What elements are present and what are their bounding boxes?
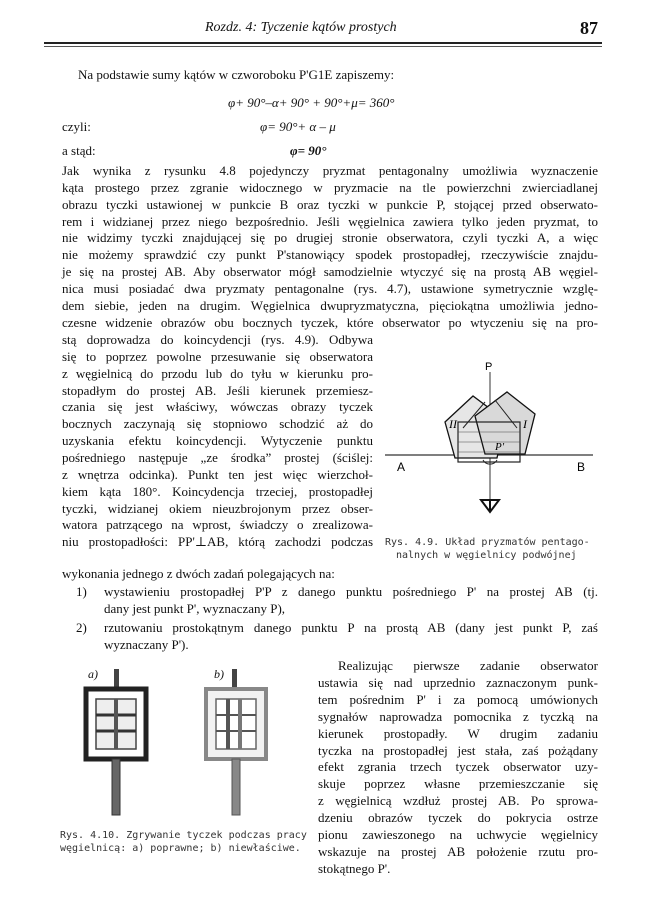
paragraph-main-line-9: dem siebie, jeden na drugim. Węgielnica dwupryzmatyczna, pięciokątna umożliwia jedno- [62,297,598,313]
paragraph-main-line-7: je się na prostej AB. Aby obserwator mógł samodzielnie wtyczyć się na prostą AB węgiel- [62,264,598,280]
paragraph-narrow-line-3: z węgielnicą do przodu lub do tyłu w kierunku pro- [62,365,373,381]
paragraph-narrow-line-1: stą doprowadza do koincydencji (rys. 4.9). Odbywa [62,332,373,347]
list-item-1-line1: wystawieniu prostopadłej P'P z danego punktu pośredniego P' na prostej AB (tj. [104,584,598,599]
paragraph-main-line-3: obrazu tyczki ustawionej w punkcie B oraz tyczki w punkcie P, stojącej przed obserwato- [62,196,598,212]
paragraph-main-line-2: kąta prostego przez zgranie widocznego w pryzmacie na tle powierzchni zwierciadlanej [62,179,598,195]
paragraph-last-line: wykonania jednego z dwóch zadań polegających na: [62,566,335,581]
right-column-line-8: skuje poprzez własne przemieszczanie się [318,776,598,792]
equation-3: φ= 90° [290,143,327,158]
figure-4-9 [385,350,600,530]
page-number: 87 [580,18,598,38]
equation-1: φ+ 90°–α+ 90° + 90°+μ= 360° [228,95,395,110]
paragraph-narrow-line-13: niu prostopadłości: PP'⊥AB, którą zachodzi podczas [62,534,373,550]
label-I: I [523,417,527,431]
header-rule-thin [44,46,602,47]
list-item-1-line2: dany jest punkt P', wyznaczany P), [104,601,286,616]
list-item-2-line2: wyznaczany P'). [104,637,189,652]
paragraph-narrow-line-2: się to poprzez powolne przesuwanie się obserwatora [62,348,373,364]
paragraph-narrow-line-8: pośredniego następuje „ze środka” prostej (ściślej: [62,449,373,465]
equation-3-label: a stąd: [62,143,96,158]
right-column-line-1: Realizując pierwsze zadanie obserwator [338,658,598,673]
figure-4-10-label-a: a) [88,667,98,681]
right-column-line-10: dzeniu obrazów tyczek do pokrycia ostrze [318,810,598,826]
label-P-prime: P' [495,441,505,453]
paragraph-narrow-line-11: tyczki, widzianej okiem nieuzbrojonym przez obser- [62,500,373,516]
label-II: II [449,417,457,431]
right-column-line-13: stokątnego P'. [318,860,391,876]
equation-2-label: czyli: [62,119,91,134]
right-column-line-9: z węgielnicą wzdłuż prostej AB. Po sprowa- [318,793,598,809]
paragraph-narrow-line-12: watora patrzącego na wprost, świadczy o zrealizowa- [62,517,373,533]
label-B: B [577,460,586,474]
right-column-line-12: wskazuje na prostej AB położenie rzutu pro- [318,843,598,859]
right-column-line-2: ustawia się nad uprzednio zaznaczonym punk- [318,674,598,690]
figure-4-9-caption-line2: nalnych w węgielnicy podwójnej [396,550,577,561]
right-column-line-6: tyczka na prostopadłej jest stała, zaś pożądany [318,742,598,758]
alignment-correct-diagram [86,669,146,815]
paragraph-narrow-line-5: czania się jest właściwy, wówczas obrazy tyczek [62,399,373,415]
paragraph-narrow-line-4: stopadłym do prostej AB. Jeśli kierunek przemiesz- [62,382,373,398]
list-item-1-number: 1) [76,584,87,599]
figure-4-10 [60,665,310,825]
paragraph-narrow-line-7: uzyskania efektu koincydencji. Wytyczenie punktu [62,433,373,449]
right-column-line-11: pionu zawieszonego na uchwycie węgielnicy [318,827,598,842]
right-column-line-5: kierunek prostopadły. W drugim zadaniu [318,725,598,741]
paragraph-narrow-line-9: z wnętrza odcinka). Punkt ten jest więc wierzchoł- [62,466,373,482]
figure-4-10-caption-line2: węgielnicą: a) poprawne; b) niewłaściwe. [60,843,301,854]
right-column-line-7: efekt zgrania trzech tyczek obserwator uzy- [318,759,598,775]
right-column-line-3: tem pośrednim P' i za pomocą umówionych [318,691,598,707]
running-header: Rozdz. 4: Tyczenie kątów prostych [205,20,397,35]
figure-4-9-caption-line1: Rys. 4.9. Układ pryzmatów pentago- [385,537,590,548]
paragraph-main-line-5: nie widzimy tyczki znajdującej się po drugiej stronie obserwatora, czyli tyczki A, a więc [62,230,598,246]
right-column-line-4: sygnałów naprowadza pomocnika z tyczką na [318,708,598,724]
figure-4-10-caption-line1: Rys. 4.10. Zgrywanie tyczek podczas pracy [60,830,307,841]
paragraph-main-line-8: nica musi posiadać dwa pryzmaty pentagonalne (rys. 4.7), ustawione symetrycznie wzglę- [62,280,598,296]
paragraph-narrow-line-10: kiem kąta 180°. Koincydencja trzeciej, prostopadłej [62,483,373,499]
header-rule [44,42,602,44]
paragraph-main-line-10: czesne widzenie obrazów obu bocznych tyczek, które obserwator po wtyczeniu się na pro- [62,314,598,330]
double-pentaprism-diagram [385,372,593,512]
intro-text: Na podstawie sumy kątów w czworoboku P'G1E zapiszemy: [78,67,395,82]
paragraph-main-line-6: nie możemy sprawdzić czy punkt P'stanowiący spodek prostopadłej, rzeczywiście znajdu- [62,247,598,263]
paragraph-main-line-1: Jak wynika z rysunku 4.8 pojedynczy pryzmat pentagonalny umożliwia wyznaczenie [62,163,598,178]
alignment-incorrect-diagram [206,669,266,815]
paragraph-main-line-4: rem i widzianej przez niego bezpośrednio. Jeśli węgielnica zawiera tylko jeden pryzmat, to [62,213,598,229]
label-A: A [397,460,406,474]
equation-2: φ= 90°+ α – μ [260,119,336,134]
list-item-2-line1: rzutowaniu prostokątnym danego punktu P na prostą AB (dany jest punkt P, zaś [104,620,598,635]
list-item-2-number: 2) [76,620,87,635]
paragraph-narrow-line-6: bocznych zaczynają się stopniowo schodzić aż do [62,416,373,432]
figure-4-10-label-b: b) [214,667,224,681]
label-P: P [485,361,493,373]
